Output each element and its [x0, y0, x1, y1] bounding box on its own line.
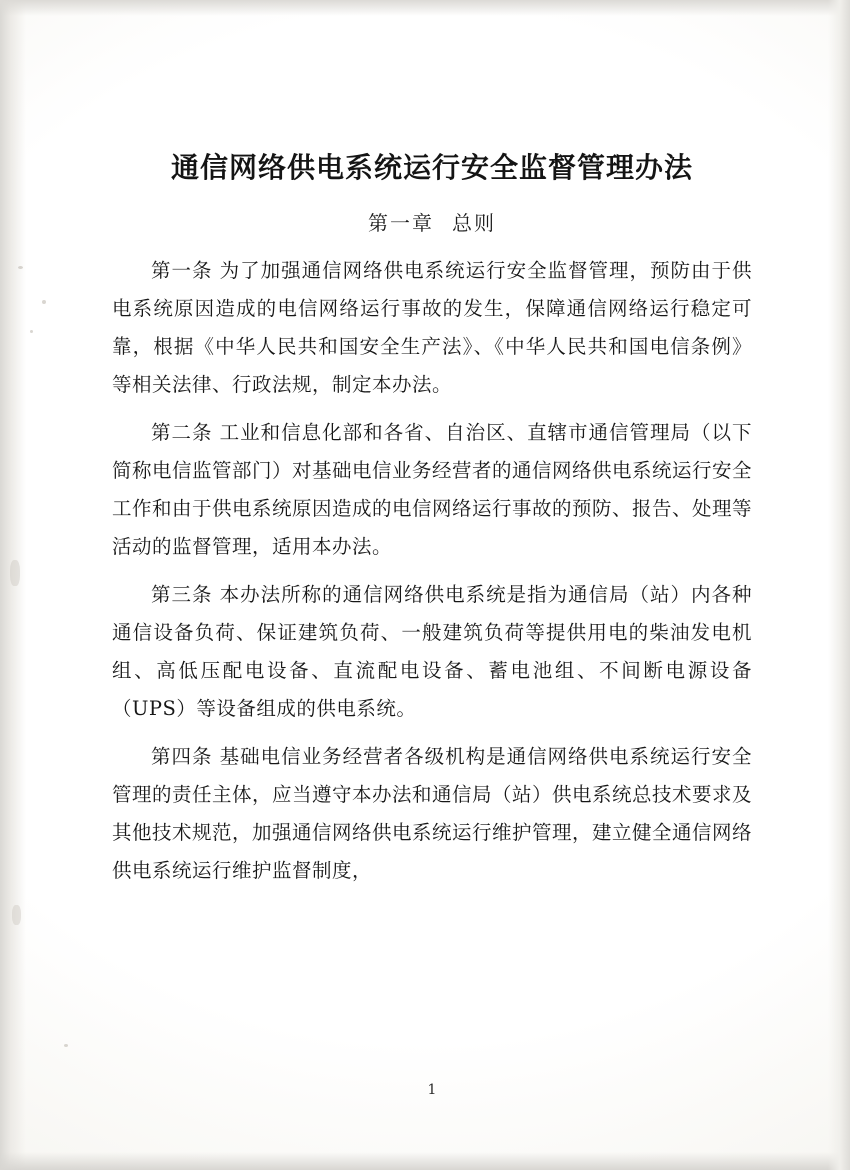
- scan-smudge: [10, 560, 20, 586]
- chapter-heading: [112, 207, 752, 236]
- article-2-paragraph: 第二条 工业和信息化部和各省、自治区、直辖市通信管理局（以下简称电信监管部门）对基础电信业务经营者的通信网络供电系统运行安全工作和由于供电系统原因造成的电信网络运行事故的预防、报告、处理等活动的监督管理，适用本办法。: [112, 421, 753, 559]
- scan-smudge: [12, 905, 21, 925]
- scan-speckle: [18, 266, 23, 269]
- article-4-paragraph: 第四条 基础电信业务经营者各级机构是通信网络供电系统运行安全管理的责任主体，应当遵守本办法和通信局（站）供电系统总技术要求及其他技术规范，加强通信网络供电系统运行维护管理，建立健全通信网络供电系统运行维护监督制度，: [112, 745, 753, 883]
- scan-speckle: [30, 330, 33, 333]
- chapter-name: 总则: [452, 211, 496, 235]
- page-content: [112, 0, 752, 1170]
- chapter-label: 第一章: [368, 211, 434, 235]
- article-3-paragraph: 第三条 本办法所称的通信网络供电系统是指为通信局（站）内各种通信设备负荷、保证建筑负荷、一般建筑负荷等提供用电的柴油发电机组、高低压配电设备、直流配电设备、蓄电池组、不间断电源设备（UPS）等设备组成的供电系统。: [112, 583, 752, 721]
- article-1-paragraph: 第一条 为了加强通信网络供电系统运行安全监督管理，预防由于供电系统原因造成的电信网络运行事故的发生，保障通信网络运行稳定可靠，根据《中华人民共和国安全生产法》、《中华人民共和国电信条例》等相关法律、行政法规，制定本办法。: [112, 259, 752, 397]
- page-number: 1: [427, 1082, 437, 1098]
- scan-speckle: [42, 300, 46, 304]
- scan-speckle: [64, 1044, 68, 1047]
- page-title: 通信网络供电系统运行安全监督管理办法: [170, 151, 693, 184]
